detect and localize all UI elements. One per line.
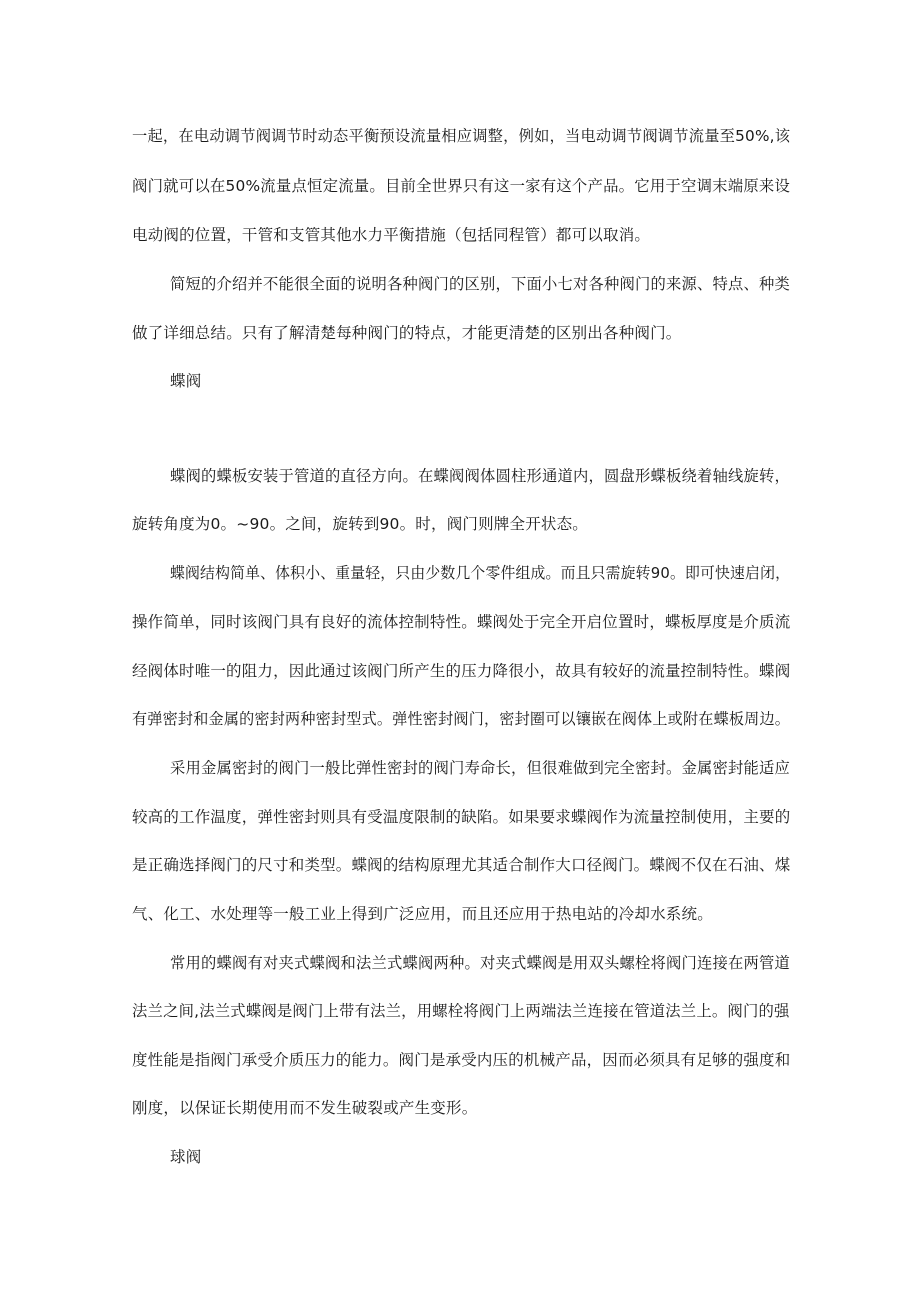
text-line: 法兰之间,法兰式蝶阀是阀门上带有法兰，用螺栓将阀门上两端法兰连接在管道法兰上。阀门的强	[132, 1002, 790, 1020]
text-line: 一起，在电动调节阀调节时动态平衡预设流量相应调整，例如，当电动调节阀调节流量至50%,该	[132, 127, 791, 145]
paragraph-first-line: 蝶阀结构简单、体积小、重量轻，只由少数几个零件组成。而且只需旋转90。即可快速启闭，	[170, 564, 791, 582]
paragraph-first-line: 常用的蝶阀有对夹式蝶阀和法兰式蝶阀两种。对夹式蝶阀是用双头螺栓将阀门连接在两管道	[170, 954, 791, 972]
text-line: 电动阀的位置，干管和支管其他水力平衡措施（包括同程管）都可以取消。	[132, 226, 651, 244]
text-line: 较高的工作温度，弹性密封则具有受温度限制的缺陷。如果要求蝶阀作为流量控制使用，主要的	[132, 808, 791, 826]
text-line: 操作简单，同时该阀门具有良好的流体控制特性。蝶阀处于完全开启位置时，蝶板厚度是介质流	[132, 613, 791, 631]
text-line: 做了详细总结。只有了解清楚每种阀门的特点，才能更清楚的区别出各种阀门。	[132, 324, 682, 342]
text-line: 度性能是指阀门承受介质压力的能力。阀门是承受内压的机械产品，因而必须具有足够的强度和	[132, 1051, 791, 1069]
text-line: 阀门就可以在50%流量点恒定流量。目前全世界只有这一家有这个产品。它用于空调末端原来设	[132, 177, 791, 195]
section-heading: 蝶阀	[170, 372, 202, 390]
text-line: 经阀体时唯一的阻力，因此通过该阀门所产生的压力降很小，故具有较好的流量控制特性。蝶阀	[132, 662, 791, 680]
text-line: 有弹密封和金属的密封两种密封型式。弹性密封阀门，密封圈可以镶嵌在阀体上或附在蝶板周边。	[132, 710, 791, 728]
text-line: 气、化工、水处理等一般工业上得到广泛应用，而且还应用于热电站的冷却水系统。	[132, 905, 713, 923]
text-line: 是正确选择阀门的尺寸和类型。蝶阀的结构原理尤其适合制作大口径阀门。蝶阀不仅在石油、煤	[132, 856, 791, 874]
text-line: 刚度，以保证长期使用而不发生破裂或产生变形。	[132, 1099, 478, 1117]
section-heading: 球阀	[170, 1148, 202, 1166]
paragraph-first-line: 蝶阀的蝶板安装于管道的直径方向。在蝶阀阀体圆柱形通道内，圆盘形蝶板绕着轴线旋转，	[170, 467, 791, 485]
paragraph-first-line: 采用金属密封的阀门一般比弹性密封的阀门寿命长，但很难做到完全密封。金属密封能适应	[170, 759, 791, 777]
text-line: 旋转角度为0。~90。之间，旋转到90。时，阀门则牌全开状态。	[132, 515, 588, 533]
paragraph-first-line: 简短的介绍并不能很全面的说明各种阀门的区别，下面小七对各种阀门的来源、特点、种类	[170, 275, 791, 293]
